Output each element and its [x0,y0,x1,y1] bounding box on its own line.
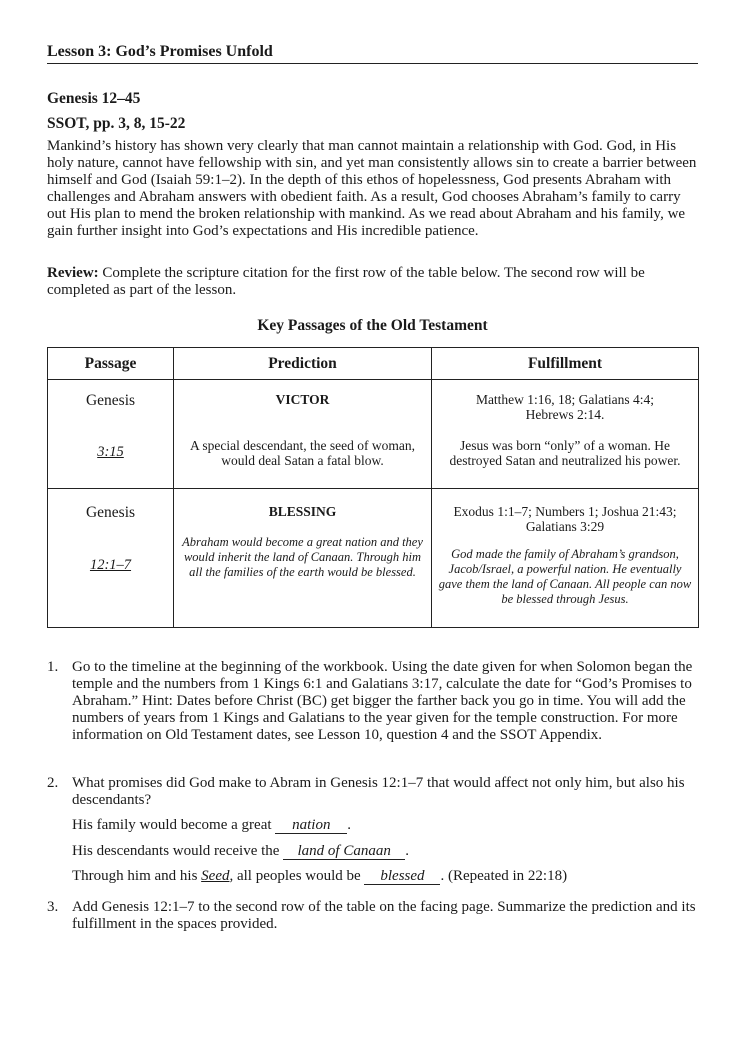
question-text: What promises did God make to Abram in Genesis 12:1–7 that would affect not only him, but also his descendants? [72,775,685,808]
question-number: 3. [47,899,59,915]
answer-prompt: His family would become a great [72,817,272,833]
question-number: 1. [47,659,59,675]
answer-prompt-middle: , all peoples would be [229,868,361,884]
question-text: Add Genesis 12:1–7 to the second row of the table on the facing page. Summarize the prediction and its fulfillment in the spaces provided. [72,899,696,932]
passage-book: Genesis [85,392,136,409]
key-passages-table [47,347,699,628]
table-row [48,489,699,628]
answer-line-3 [72,868,567,885]
fulfillment-references: Matthew 1:16, 18; Galatians 4:4; Hebrews 2:14. [475,392,655,422]
table-title: Key Passages of the Old Testament [257,317,488,334]
fulfillment-cell [432,489,699,628]
prediction-cell [174,489,432,628]
answer-line-1 [72,817,351,834]
answer-prompt: Through him and his [72,868,198,884]
genesis-reference: Genesis 12–45 [47,90,141,107]
passage-ref: 12:1–7 [89,557,132,573]
fulfillment-text: Jesus was born “only” of a woman. He destroyed Satan and neutralized his power. [449,438,681,468]
review-text: Complete the scripture citation for the first row of the table below. The second row will be completed as part of the lesson. [47,265,645,298]
prediction-keyword: BLESSING [268,504,337,519]
header-passage: Passage [48,348,174,380]
header-fulfillment: Fulfillment [432,348,699,380]
answer-suffix: . [347,817,352,833]
question-text: Go to the timeline at the beginning of the workbook. Using the date given for when Solomon began the temple and the numbers from 1 Kings 6:1 and Galatians 3:17, calculate the date for “God’s Promises to Abraham.” Hint: Dates before Christ (BC) get bigger the farther back you go in time. You will add the numbers of years from 1 Kings and Galatians to the year given for the temple construction. For more information on Old Testament dates, see Lesson 10, question 4 and the SSOT Appendix. [72,659,693,743]
passage-ref: 3:15 [97,444,124,460]
ssot-reference: SSOT, pp. 3, 8, 15-22 [47,115,186,132]
fulfillment-references: Exodus 1:1–7; Numbers 1; Joshua 21:43; Galatians 3:29 [453,504,677,534]
answer-blank-blessed[interactable]: blessed [364,869,440,885]
answer-blank-nation[interactable]: nation [275,818,347,834]
prediction-cell [174,380,432,489]
review-label: Review: [47,265,99,281]
passage-cell [48,380,174,489]
fulfillment-text: God made the family of Abraham’s grandson, Jacob/Israel, a powerful nation. He eventually gave them the land of Canaan. All people can now be blessed through Jesus. [438,547,692,606]
answer-suffix: . (Repeated in 22:18) [440,868,568,884]
answer-prompt: His descendants would receive the [72,843,280,859]
intro-paragraph: Mankind’s history has shown very clearly that man cannot maintain a relationship with God. God, in His holy nature, cannot have fellowship with sin, and yet man consistently allows sin to create a barrier between himself and God (Isaiah 59:1–2). In the depth of this ethos of hopelessness, God presents Abraham with challenges and Abraham answers with obedient faith. As a result, God chooses Abraham’s family to carry out His plan to mend the broken relationship with mankind. As we read about Abraham and his family, we gain further insight into God’s expectations and His incredible patience. [47,138,697,239]
seed-word: Seed [201,868,230,884]
prediction-keyword: VICTOR [275,392,330,407]
prediction-text: A special descendant, the seed of woman, would deal Satan a fatal blow. [190,438,415,468]
table-header-row [48,348,699,380]
fulfillment-cell [432,380,699,489]
table-row [48,380,699,489]
header-prediction: Prediction [174,348,432,380]
answer-suffix: . [405,843,409,859]
question-number: 2. [47,775,59,791]
prediction-text: Abraham would become a great nation and they would inherit the land of Canaan. Through him all the families of the earth would be blessed. [182,535,423,579]
passage-book: Genesis [85,504,136,521]
review-paragraph [47,265,698,299]
answer-line-2 [72,843,409,860]
lesson-title: Lesson 3: God’s Promises Unfold [47,42,698,64]
answer-blank-land[interactable]: land of Canaan [283,844,405,860]
passage-cell [48,489,174,628]
